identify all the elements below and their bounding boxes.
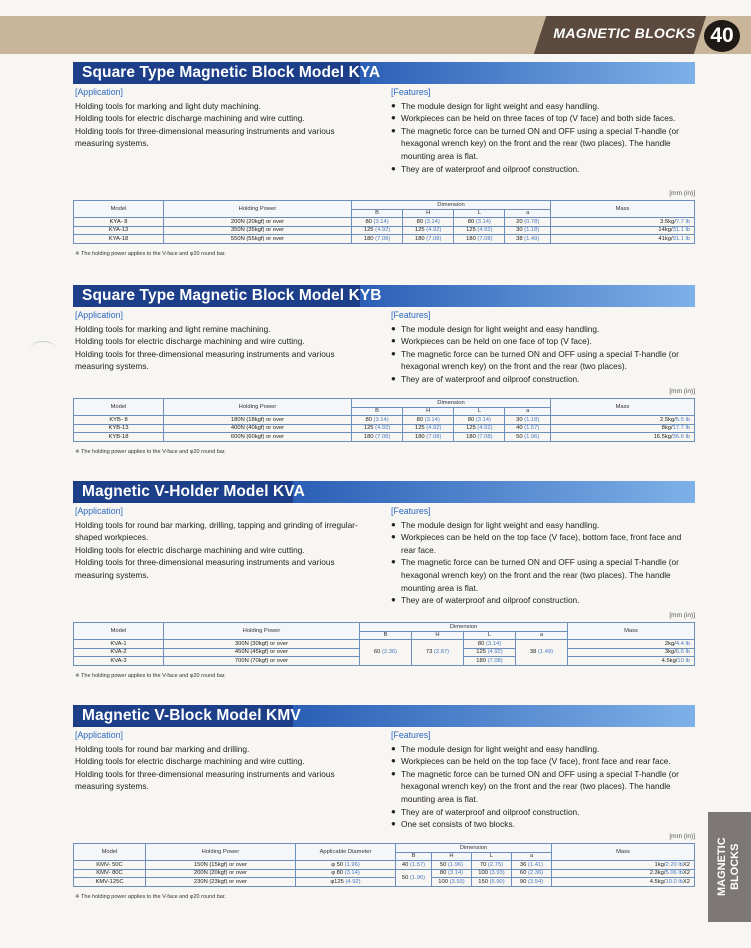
application-block (75, 309, 375, 373)
feature-item: ● Workpieces can be held on one face of top (V face). (391, 335, 697, 348)
section-kya (73, 62, 695, 262)
application-item: Holding tools for round bar marking, drilling, tapping and grinding of irregular-shaped workpieces. (75, 519, 358, 543)
application-heading: [Application] (75, 506, 123, 516)
col-dim: a (505, 407, 551, 416)
col-dimension: Dimension (360, 623, 568, 632)
table-row: KYA- 8 200N (20kgf) or over 80 (3.14) 80 (3.14) 80 (3.14) 20 (0.78) 3.5kg/7.7 lb (74, 218, 695, 227)
section-title: Square Type Magnetic Block Model KYA (82, 64, 381, 81)
col-dim: H (403, 407, 454, 416)
table-row: KVA-2 450N (45kgf) or over 125 (4.92) 3kg/6.6 lb (74, 648, 695, 657)
application-item: Holding tools for marking and light remine machining. (75, 323, 271, 334)
col-dim: B (360, 631, 412, 640)
feature-item: ● The module design for light weight and easy handling. (391, 100, 697, 113)
feature-item: ● They are of waterproof and oilproof construction. (391, 806, 697, 819)
table-row: KMV-125C 230N (23kgf) or over φ125 (4.92) 100 (3.93) 150 (5.90) 90 (3.54) 4.5kg/10.0 lbX2 (74, 878, 695, 887)
application-item: Holding tools for electric discharge machining and wire cutting. (75, 544, 305, 555)
feature-item: ● One set consists of two blocks. (391, 818, 697, 831)
application-item: Holding tools for three-dimensional measuring instruments and various measuring systems. (75, 768, 335, 792)
unit-label: [mm (in)] (669, 190, 695, 197)
col-diameter: Applicable Diameter (296, 844, 396, 861)
col-holding-power: Holding Power (164, 399, 352, 416)
feature-item: ● They are of waterproof and oilproof construction. (391, 163, 697, 176)
col-dim: B (396, 852, 432, 861)
col-dim: B (352, 407, 403, 416)
col-dim: L (454, 209, 505, 218)
feature-item: ● The module design for light weight and easy handling. (391, 519, 697, 532)
section-title-bar (73, 285, 695, 307)
feature-item: ● The module design for light weight and easy handling. (391, 743, 697, 756)
table-note: ※ The holding power applies to the V-face and φ20 round bar. (75, 894, 226, 900)
features-block (391, 309, 697, 386)
table-note: ※ The holding power applies to the V-face and φ20 round bar. (75, 251, 226, 257)
application-item: Holding tools for three-dimensional measuring instruments and various measuring systems. (75, 557, 335, 580)
col-dim: H (412, 631, 464, 640)
page-curl-mark (30, 341, 56, 357)
table-row: KYA-13 350N (35kgf) or over 125 (4.92) 125 (4.92) 125 (4.92) 30 (1.18) 14kg/31.1 lb (74, 226, 695, 235)
feature-item: ● Workpieces can be held on three faces of top (V face) and both side faces. (391, 112, 697, 125)
unit-label: [mm (in)] (669, 388, 695, 395)
feature-item: ● The magnetic force can be turned ON and OFF using a special T-handle (or hexagonal wrench key) on the front and the rear (two places). The handle mounting area is flat. (391, 556, 697, 594)
feature-item: ● The magnetic force can be turned ON and OFF using a special T-handle (or hexagonal wrench key) on the front and the rear (two places). The handle mounting area is flat. (391, 125, 697, 163)
col-dimension: Dimension (352, 201, 551, 210)
table-row: KYB-13 400N (40kgf) or over 125 (4.92) 125 (4.92) 125 (4.92) 40 (1.57) 8kg/17.7 lb (74, 424, 695, 433)
application-block (75, 505, 375, 582)
features-heading: [Features] (391, 87, 431, 97)
features-heading: [Features] (391, 730, 431, 740)
table-row: KYA-18 550N (55kgf) or over 180 (7.08) 180 (7.08) 180 (7.08) 38 (1.49) 41kg/91.1 lb (74, 235, 695, 244)
section-title-bar (73, 62, 695, 84)
table-row: KYB-18 600N (60kgf) or over 180 (7.08) 180 (7.08) 180 (7.08) 50 (1.96) 16.5kg/36.6 lb (74, 433, 695, 442)
feature-item: ● Workpieces can be held on the top face (V face), front face and rear face. (391, 755, 697, 768)
spec-table-kmv (73, 843, 695, 887)
table-row: KVA-1 300N (30kgf) or over 60 (2.36) 73 (2.87) 80 (3.14) 38 (1.49) 2kg/4.4 lb (74, 640, 695, 649)
col-dim: L (464, 631, 516, 640)
unit-label: [mm (in)] (669, 833, 695, 840)
application-item: Holding tools for electric discharge machining and wire cutting. (75, 113, 305, 124)
header-label: MAGNETIC BLOCKS (553, 25, 696, 41)
features-heading: [Features] (391, 310, 431, 320)
col-dim: H (432, 852, 472, 861)
application-item: Holding tools for round bar marking and drilling. (75, 743, 250, 754)
application-item: Holding tools for electric discharge machining and wire cutting. (75, 756, 305, 767)
section-title-bar (73, 481, 695, 503)
col-mass: Mass (551, 201, 695, 218)
col-dim: L (454, 407, 505, 416)
section-kyb (73, 285, 695, 465)
unit-label: [mm (in)] (669, 612, 695, 619)
features-block (391, 505, 697, 607)
application-block (75, 86, 375, 150)
col-dim: a (505, 209, 551, 218)
application-heading: [Application] (75, 730, 123, 740)
table-row: KMV- 50C 150N (15kgf) or over φ 50 (1.96) 40 (1.57) 50 (1.96) 70 (2.75) 36 (1.41) 1kg/2.20 lbX2 (74, 861, 695, 870)
header-bar (0, 16, 751, 54)
application-item: Holding tools for three-dimensional measuring instruments and various measuring systems. (75, 348, 335, 372)
col-mass: Mass (568, 623, 695, 640)
features-block (391, 729, 697, 831)
spec-table-kva (73, 622, 695, 666)
col-model: Model (74, 844, 146, 861)
features-heading: [Features] (391, 506, 431, 516)
col-dim: a (516, 631, 568, 640)
col-dim: L (472, 852, 512, 861)
application-item: Holding tools for three-dimensional measuring instruments and various measuring systems. (75, 125, 335, 149)
col-model: Model (74, 399, 164, 416)
table-row: KYB- 8 180N (18kgf) or over 80 (3.14) 80 (3.14) 80 (3.14) 30 (1.18) 2.5kg/5.5 lb (74, 416, 695, 425)
application-item: Holding tools for marking and light duty machining. (75, 100, 261, 111)
col-mass: Mass (552, 844, 695, 861)
application-heading: [Application] (75, 310, 123, 320)
col-dim: a (512, 852, 552, 861)
application-item: Holding tools for electric discharge machining and wire cutting. (75, 336, 305, 347)
col-model: Model (74, 623, 164, 640)
section-kmv (73, 705, 695, 915)
section-title: Magnetic V-Block Model KMV (82, 707, 301, 724)
application-heading: [Application] (75, 87, 123, 97)
col-dimension: Dimension (396, 844, 552, 853)
col-dimension: Dimension (352, 399, 551, 408)
table-note: ※ The holding power applies to the V-face and φ20 round bar. (75, 673, 226, 679)
section-title: Magnetic V-Holder Model KVA (82, 483, 305, 500)
section-title: Square Type Magnetic Block Model KYB (82, 287, 382, 304)
spec-table-kya (73, 200, 695, 244)
application-block (75, 729, 375, 793)
page-number: 40 (704, 20, 740, 52)
col-dim: B (352, 209, 403, 218)
feature-item: ● Workpieces can be held on the top face (V face), bottom face, front face and rear face. (391, 531, 697, 556)
col-model: Model (74, 201, 164, 218)
table-note: ※ The holding power applies to the V-face and φ20 round bar. (75, 449, 226, 455)
table-row: KVA-3 700N (70kgf) or over 180 (7.08) 4.5kg/10 lb (74, 657, 695, 666)
feature-item: ● The magnetic force can be turned ON and OFF using a special T-handle (or hexagonal wrench key) on the front and the rear (two places). (391, 348, 697, 373)
section-title-bar (73, 705, 695, 727)
feature-item: ● They are of waterproof and oilproof construction. (391, 373, 697, 386)
col-holding-power: Holding Power (164, 201, 352, 218)
section-kva (73, 481, 695, 691)
feature-item: ● The magnetic force can be turned ON and OFF using a special T-handle (or hexagonal wrench key) on the front and the rear (two places). The handle mounting area is flat. (391, 768, 697, 806)
features-block (391, 86, 697, 175)
col-dim: H (403, 209, 454, 218)
feature-item: ● The module design for light weight and easy handling. (391, 323, 697, 336)
col-mass: Mass (551, 399, 695, 416)
col-holding-power: Holding Power (164, 623, 360, 640)
col-holding-power: Holding Power (146, 844, 296, 861)
spec-table-kyb (73, 398, 695, 442)
feature-item: ● They are of waterproof and oilproof construction. (391, 594, 697, 607)
table-row: KMV- 80C 200N (20kgf) or over φ 80 (3.14) 50 (1.96) 80 (3.14) 100 (3.93) 60 (2.36) 2.3kg/5.06 lbX2 (74, 869, 695, 878)
side-tab: MAGNETIC BLOCKS (708, 812, 751, 922)
